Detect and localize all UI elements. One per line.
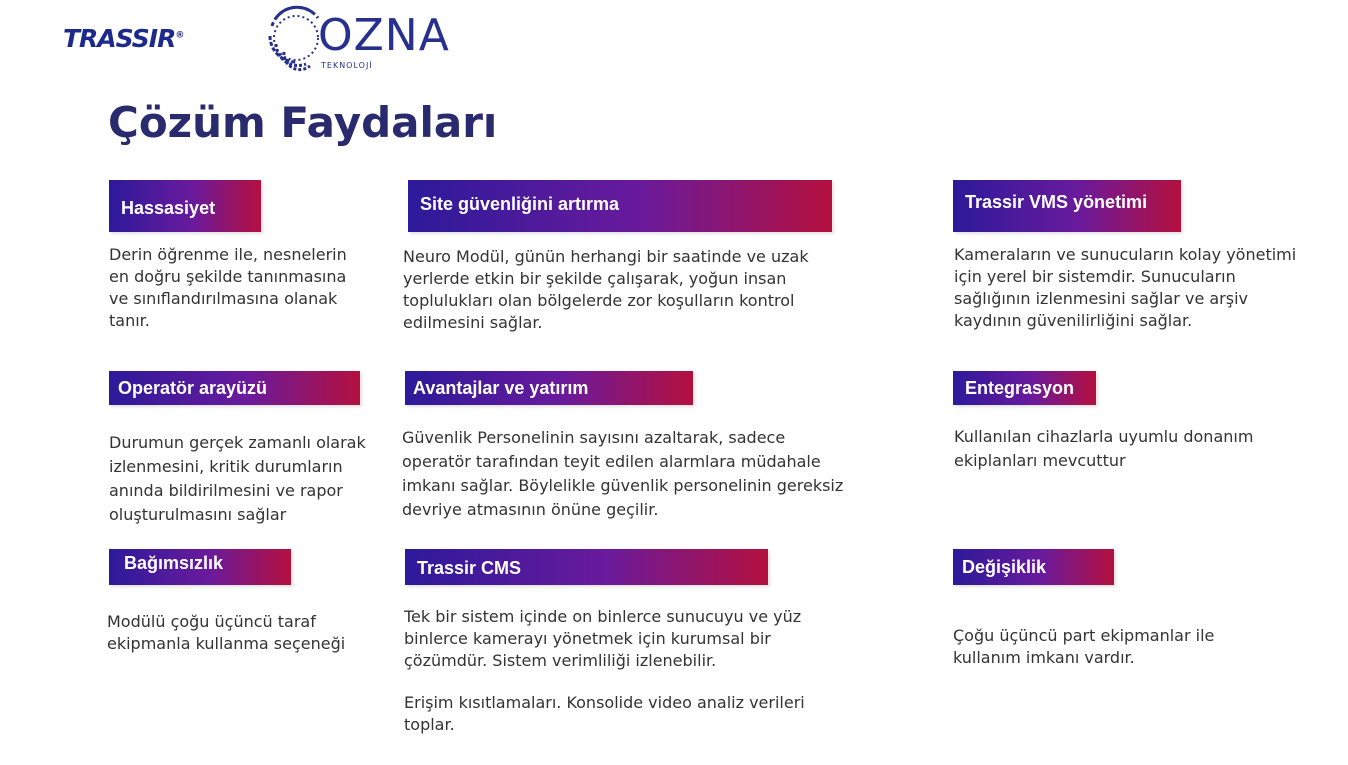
ozna-globe-icon [266, 4, 326, 72]
desc-degisiklik: Çoğu üçüncü part ekipmanlar ile kullanım imkanı vardır. [953, 626, 1215, 667]
ozna-logo-text: OZNA [318, 10, 450, 61]
tag-operator-arayuzu: Operatör arayüzü [109, 371, 360, 405]
ozna-logo [266, 4, 450, 72]
tag-avantajlar: Avantajlar ve yatırım [405, 371, 693, 405]
tag-entegrasyon: Entegrasyon [953, 371, 1096, 405]
trassir-logo [63, 24, 183, 53]
desc-trassir-cms: Tek bir sistem içinde on binlerce sunucuyu ve yüz binlerce kamerayı yönetmek için kurumsal bir çözümdür. Sistem verimliliği izlenebilir. [404, 607, 802, 670]
desc-avantajlar: Güvenlik Personelinin sayısını azaltarak, sadece operatör tarafından teyit edilen alarmlara müdahale imkanı sağlar. Böylelikle güvenlik personelinin gereksiz devriye atmasının önüne geçilir. [402, 428, 844, 519]
tag-hassasiyet: Hassasiyet [109, 180, 261, 232]
tag-degisiklik: Değişiklik [953, 549, 1114, 585]
desc-entegrasyon: Kullanılan cihazlarla uyumlu donanım ekiplanları mevcuttur [954, 427, 1254, 470]
tag-trassir-cms: Trassir CMS [405, 549, 768, 585]
desc-bagimsizlik: Modülü çoğu üçüncü taraf ekipmanla kullanma seçeneği [107, 612, 346, 653]
tag-site-guvenligi: Site güvenliğini artırma [408, 180, 832, 232]
tag-trassir-vms: Trassir VMS yönetimi [953, 180, 1181, 232]
desc-site-guvenligi: Neuro Modül, günün herhangi bir saatinde ve uzak yerlerde etkin bir şekilde çalışarak, yoğun insan toplulukları olan bölgelerde zor koşulların kontrol edilmesini sağlar. [403, 247, 809, 332]
desc-hassasiyet: Derin öğrenme ile, nesnelerin en doğru şekilde tanınmasına ve sınıflandırılmasına olanak tanır. [109, 245, 347, 330]
desc-trassir-cms-extra: Erişim kısıtlamaları. Konsolide video analiz verileri toplar. [404, 693, 805, 734]
desc-operator-arayuzu: Durumun gerçek zamanlı olarak izlenmesini, kritik durumların anında bildirilmesini ve rapor oluşturulmasını sağlar [109, 433, 366, 524]
desc-trassir-vms: Kameraların ve sunucuların kolay yönetimi için yerel bir sistemdir. Sunucuların sağlığının izlenmesini sağlar ve arşiv kaydının güvenilirliğini sağlar. [954, 245, 1297, 330]
registered-mark: ® [175, 30, 184, 41]
ozna-logo-subtitle: TEKNOLOJİ [321, 61, 373, 70]
trassir-logo-text: TRASSIR [63, 24, 176, 53]
tag-bagimsizlik: Bağımsızlık [109, 549, 291, 585]
page-title: Çözüm Faydaları [108, 98, 498, 147]
